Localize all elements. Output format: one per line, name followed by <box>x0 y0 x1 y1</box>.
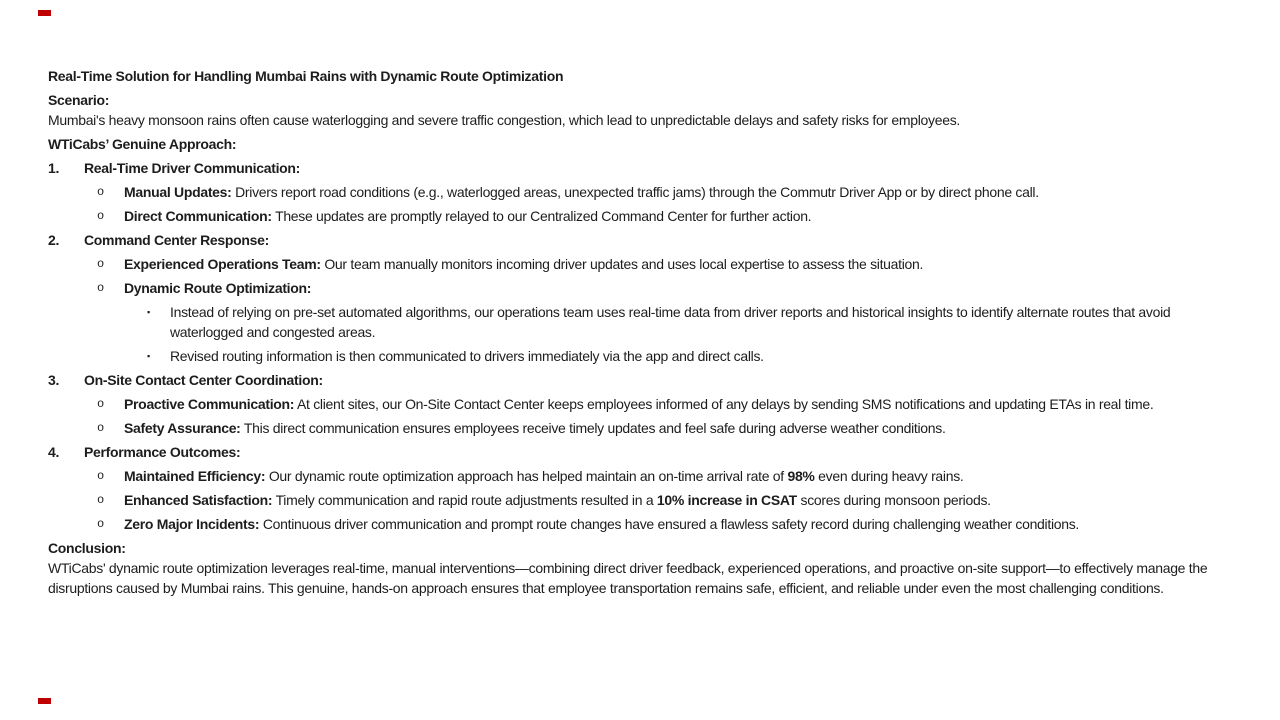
scenario-heading: Scenario: <box>48 92 110 108</box>
bullet-text <box>124 206 1210 226</box>
list-item-heading: Command Center Response: <box>84 232 269 248</box>
bullet-direct-communication <box>48 206 1210 226</box>
circle-bullet-icon: o <box>97 209 104 223</box>
bullet-body: These updates are promptly relayed to our Centralized Command Center for further action. <box>275 208 812 224</box>
circle-bullet-icon: o <box>97 257 104 271</box>
bullet-body: At client sites, our On-Site Contact Center keeps employees informed of any delays by sending SMS notifications and updating ETAs in real time. <box>297 396 1154 412</box>
bullet-text <box>124 418 1210 438</box>
bullet-safety-assurance <box>48 418 1210 438</box>
bullet-label: Safety Assurance: <box>124 420 241 436</box>
bullet-body-after: even during heavy rains. <box>814 468 964 484</box>
sub-bullet-preset-algorithms <box>48 302 1210 342</box>
bullet-label: Direct Communication: <box>124 208 272 224</box>
bullet-enhanced-satisfaction <box>48 490 1210 510</box>
square-bullet-icon: ▪ <box>147 351 150 361</box>
document-content <box>48 66 1210 602</box>
conclusion-heading: Conclusion: <box>48 540 126 556</box>
circle-bullet-icon: o <box>97 185 104 199</box>
bullet-label: Enhanced Satisfaction: <box>124 492 273 508</box>
list-item-heading: Performance Outcomes: <box>84 444 241 460</box>
approach-heading: WTiCabs’ Genuine Approach: <box>48 136 237 152</box>
list-number: 3. <box>48 372 60 388</box>
circle-bullet-icon: o <box>97 421 104 435</box>
sub-bullet-revised-routing <box>48 346 1210 366</box>
bullet-label: Experienced Operations Team: <box>124 256 321 272</box>
bullet-proactive-communication <box>48 394 1210 414</box>
bullet-text <box>124 182 1210 202</box>
list-item-2 <box>48 230 1210 250</box>
bullet-body: Our dynamic route optimization approach has helped maintain an on-time arrival rate of <box>268 468 788 484</box>
bullet-text <box>124 514 1210 534</box>
bullet-label: Dynamic Route Optimization: <box>124 280 312 296</box>
bullet-label: Maintained Efficiency: <box>124 468 266 484</box>
circle-bullet-icon: o <box>97 493 104 507</box>
bullet-maintained-efficiency <box>48 466 1210 486</box>
list-item-4 <box>48 442 1210 462</box>
sub-bullet-text: Instead of relying on pre-set automated algorithms, our operations team uses real-time data from driver reports and historical insights to identify alternate routes that avoid waterlogged and congested areas. <box>170 304 1171 340</box>
bullet-body-after: scores during monsoon periods. <box>796 492 991 508</box>
bullet-text <box>124 490 1210 510</box>
red-dash-marker-bottom <box>38 698 51 704</box>
list-item-1 <box>48 158 1210 178</box>
list-item-heading: On-Site Contact Center Coordination: <box>84 372 323 388</box>
bullet-dynamic-route-optimization <box>48 278 1210 298</box>
bullet-body: Our team manually monitors incoming driver updates and uses local expertise to assess the situation. <box>324 256 924 272</box>
bullet-text <box>124 466 1210 486</box>
list-number: 1. <box>48 160 60 176</box>
red-dash-marker-top <box>38 10 51 16</box>
bullet-strong-value: 10% increase in CSAT <box>656 492 797 508</box>
scenario-text: Mumbai's heavy monsoon rains often cause waterlogging and severe traffic congestion, which lead to unpredictable delays and safety risks for employees. <box>48 112 960 128</box>
circle-bullet-icon: o <box>97 281 104 295</box>
bullet-body: This direct communication ensures employees receive timely updates and feel safe during adverse weather conditions. <box>243 420 946 436</box>
list-item-heading: Real-Time Driver Communication: <box>84 160 301 176</box>
circle-bullet-icon: o <box>97 397 104 411</box>
bullet-label: Manual Updates: <box>124 184 232 200</box>
bullet-manual-updates <box>48 182 1210 202</box>
sub-bullet-text: Revised routing information is then communicated to drivers immediately via the app and direct calls. <box>170 348 764 364</box>
bullet-strong-value: 98% <box>787 468 815 484</box>
list-item-3 <box>48 370 1210 390</box>
bullet-label: Zero Major Incidents: <box>124 516 260 532</box>
bullet-body: Timely communication and rapid route adjustments resulted in a <box>275 492 657 508</box>
bullet-label: Proactive Communication: <box>124 396 295 412</box>
conclusion-text: WTiCabs' dynamic route optimization leverages real-time, manual interventions—combining direct driver feedback, experienced operations, and proactive on-site support—to effectively manage the disruptions caused by Mumbai rains. This genuine, hands-on approach ensures that employee transportation remains safe, efficient, and reliable under even the most challenging conditions. <box>48 560 1208 596</box>
bullet-text <box>124 394 1210 414</box>
circle-bullet-icon: o <box>97 469 104 483</box>
bullet-text <box>124 254 1210 274</box>
square-bullet-icon: ▪ <box>147 307 150 317</box>
bullet-body: Drivers report road conditions (e.g., waterlogged areas, unexpected traffic jams) through the Commutr Driver App or by direct phone call. <box>235 184 1039 200</box>
bullet-experienced-operations-team <box>48 254 1210 274</box>
list-number: 2. <box>48 232 60 248</box>
bullet-text <box>124 278 1210 298</box>
list-number: 4. <box>48 444 60 460</box>
circle-bullet-icon: o <box>97 517 104 531</box>
page-title: Real-Time Solution for Handling Mumbai Rains with Dynamic Route Optimization <box>48 68 564 84</box>
bullet-zero-major-incidents <box>48 514 1210 534</box>
bullet-body: Continuous driver communication and prompt route changes have ensured a flawless safety record during challenging weather conditions. <box>262 516 1080 532</box>
